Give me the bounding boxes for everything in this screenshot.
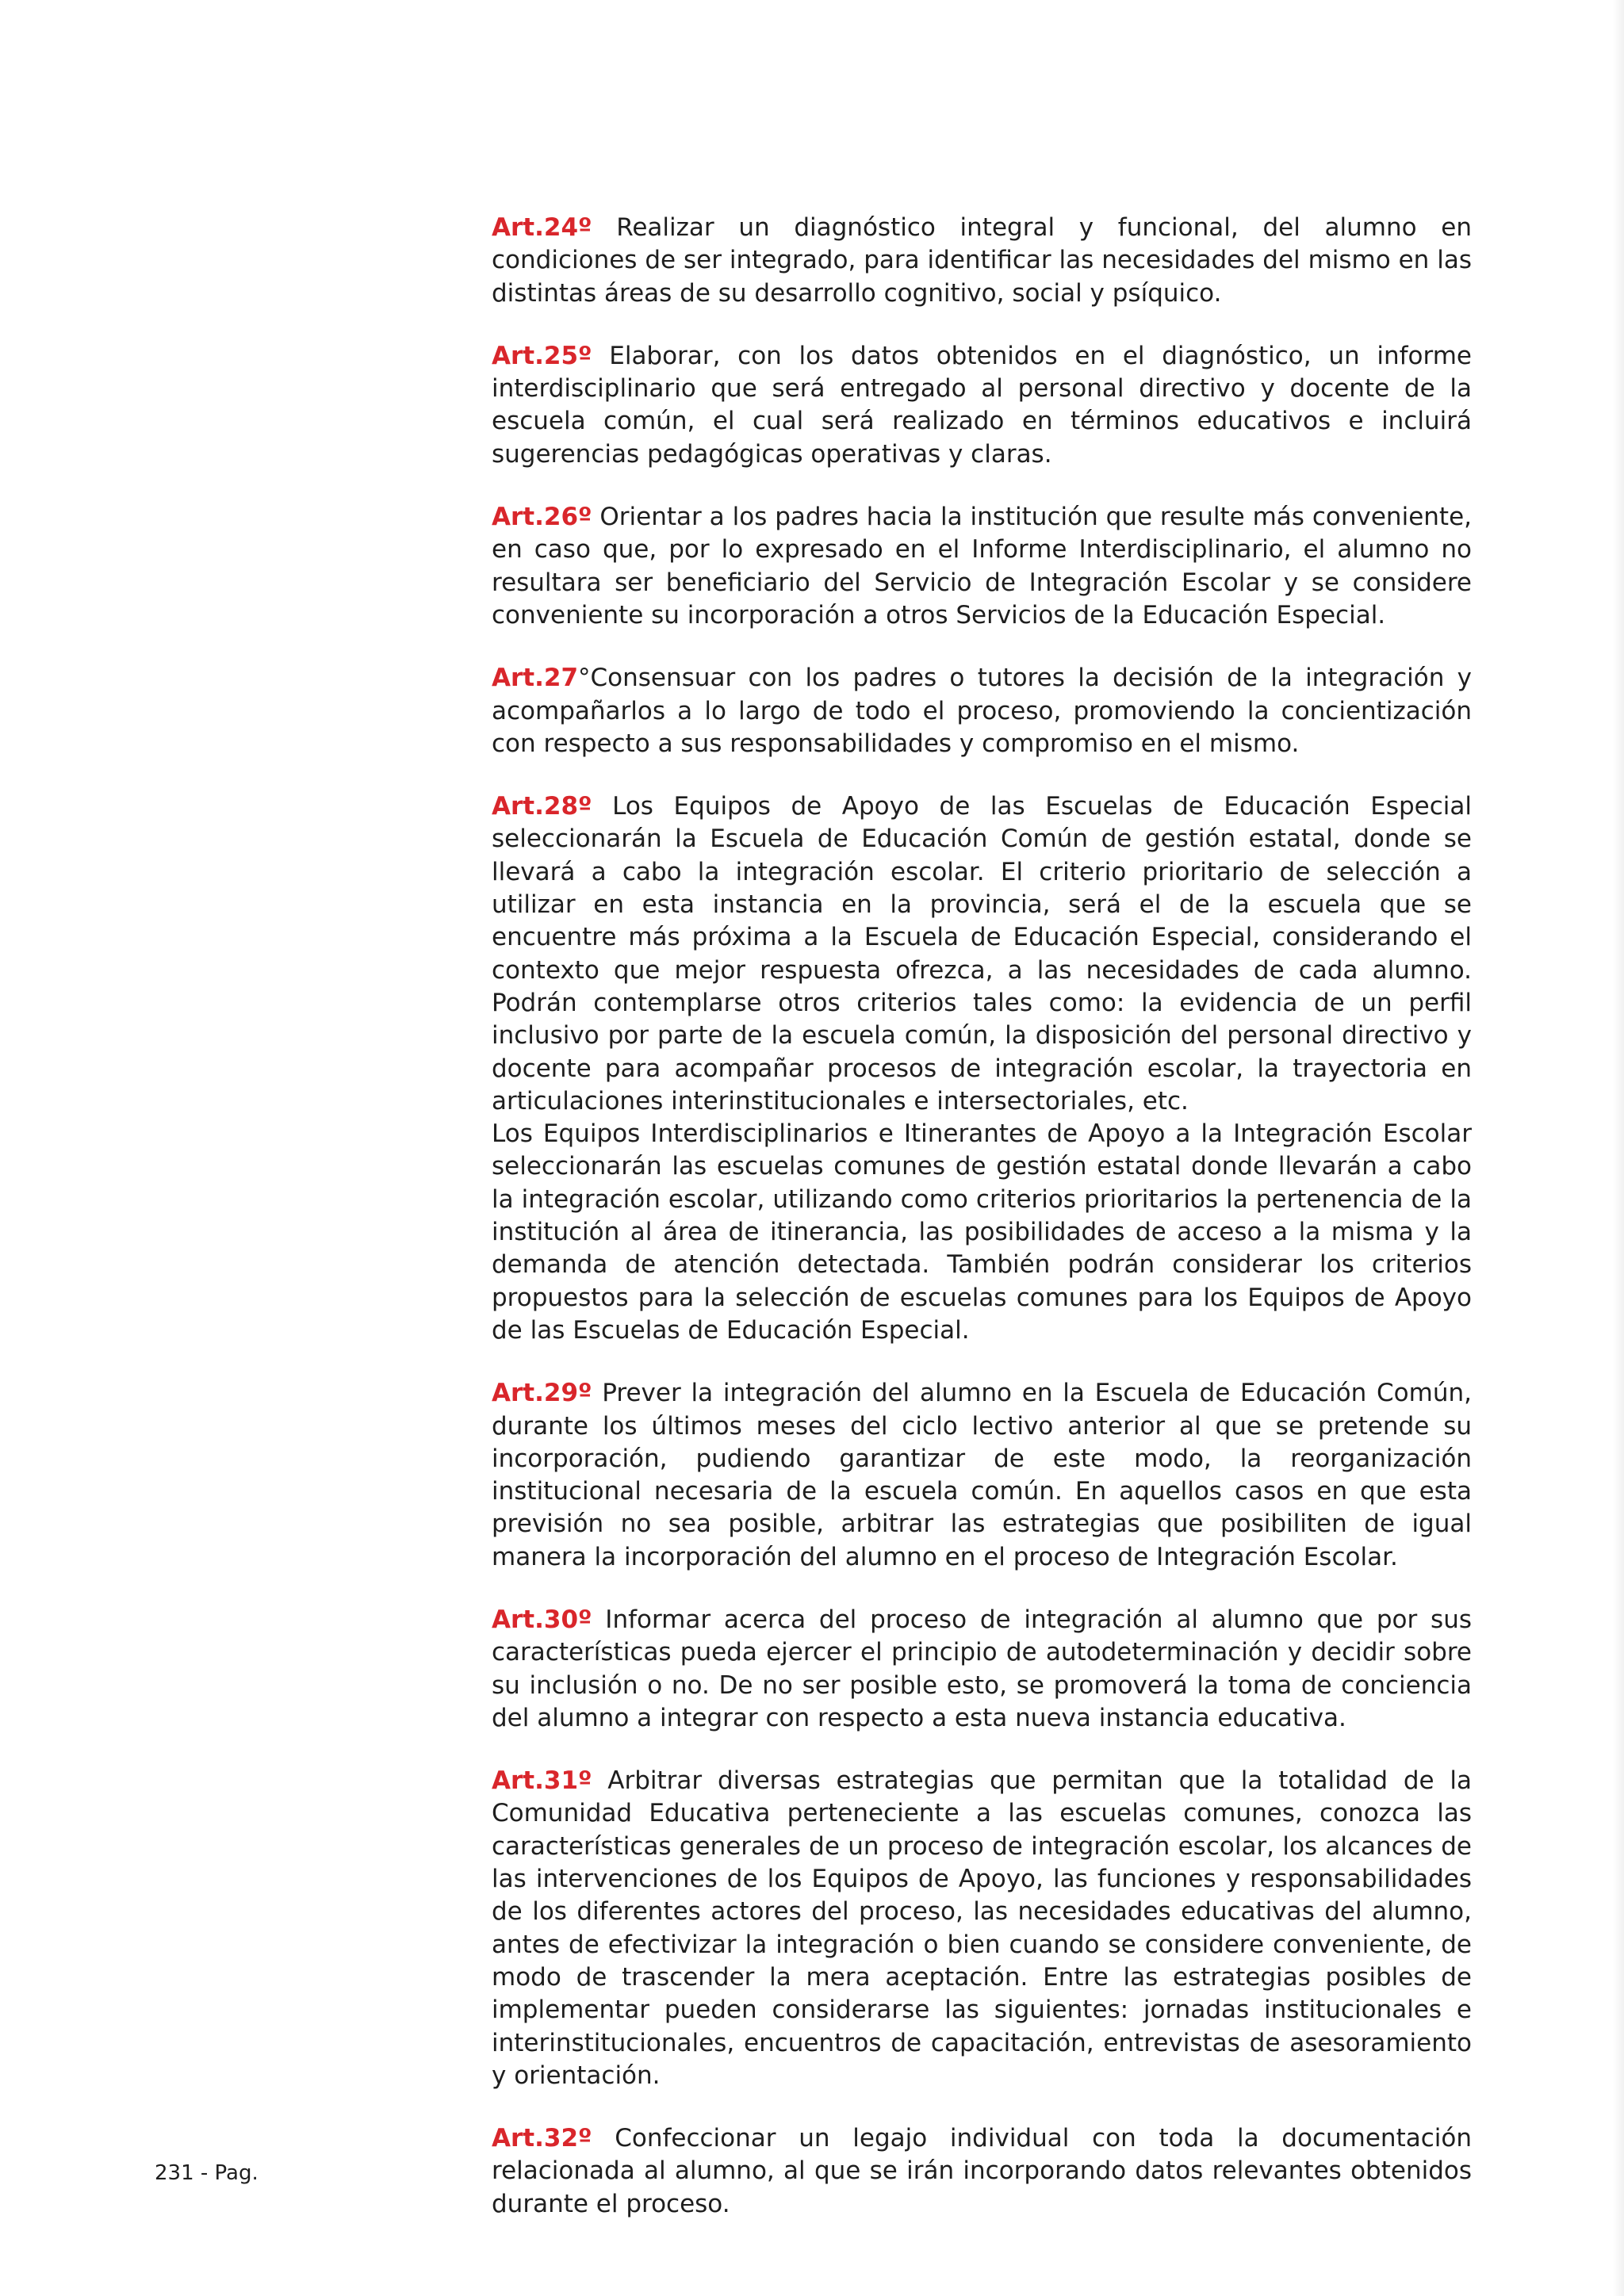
article-paragraph [492, 340, 1472, 471]
article-paragraph [492, 662, 1472, 760]
article-block [492, 501, 1472, 632]
article-number: Art.30º [492, 1605, 592, 1634]
article-number: Art.25º [492, 341, 592, 370]
article-number: Art.29º [492, 1379, 592, 1408]
article-text: °Consensuar con los padres o tutores la decisión de la integración y acompañarlos a lo largo de todo el proceso, promoviendo la concientización con respecto a sus responsabilidades y compromiso en el mismo. [492, 664, 1472, 758]
article-number: Art.32º [492, 2124, 592, 2153]
article-block [492, 1377, 1472, 1574]
page-number: 231 - Pag. [155, 2161, 259, 2185]
article-text: Orientar a los padres hacia la institución que resulte más conveniente, en caso que, por lo expresado en el Informe Interdisciplinario, el alumno no resultara ser beneficiario del Servicio de Integración Escolar y se considere conveniente su incorporación a otros Servicios de la Educación Especial. [492, 503, 1472, 629]
article-paragraph [492, 1604, 1472, 1735]
article-paragraph [492, 501, 1472, 632]
article-number: Art.26º [492, 503, 592, 532]
article-block [492, 790, 1472, 1347]
article-paragraph [492, 2122, 1472, 2221]
article-block [492, 1604, 1472, 1735]
article-number: Art.31º [492, 1766, 592, 1796]
article-text: Los Equipos Interdisciplinarios e Itinerantes de Apoyo a la Integración Escolar seleccionarán las escuelas comunes de gestión estatal donde llevarán a cabo la integración escolar, utilizando como criterios prioritarios la pertenencia de la institución al área de itinerancia, las posibilidades de acceso a la misma y la demanda de atención detectada. También podrán considerar los criterios propuestos para la selección de escuelas comunes para los Equipos de Apoyo de las Escuelas de Educación Especial. [492, 1119, 1472, 1345]
article-text: Informar acerca del proceso de integración al alumno que por sus características pueda ejercer el principio de autodeterminación y decidir sobre su inclusión o no. De no ser posible esto, se promoverá la toma de conciencia del alumno a integrar con respecto a esta nueva instancia educativa. [492, 1605, 1472, 1732]
article-paragraph [492, 1765, 1472, 2092]
page-edge-shadow [1613, 0, 1624, 2296]
article-text: Elaborar, con los datos obtenidos en el diagnóstico, un informe interdisciplinario que será entregado al personal directivo y docente de la escuela común, el cual será realizado en términos educativos e incluirá sugerencias pedagógicas operativas y claras. [492, 341, 1472, 469]
article-text: Los Equipos de Apoyo de las Escuelas de Educación Especial seleccionarán la Escuela de Educación Común de gestión estatal, donde se llevará a cabo la integración escolar. El criterio prioritario de selección a utilizar en esta instancia en la provincia, será el de la escuela que se encuentre más próxima a la Escuela de Educación Especial, considerando el contexto que mejor respuesta ofrezca, a las necesidades de cada alumno. Podrán contemplarse otros criterios tales como: la evidencia de un perfil inclusivo por parte de la escuela común, la disposición del personal directivo y docente para acompañar procesos de integración escolar, la trayectoria en articulaciones interinstitucionales e intersectoriales, etc. [492, 792, 1472, 1115]
article-number: Art.24º [492, 213, 592, 242]
article-text: Arbitrar diversas estrategias que permitan que la totalidad de la Comunidad Educativa perteneciente a las escuelas comunes, conozca las características generales de un proceso de integración escolar, los alcances de las intervenciones de los Equipos de Apoyo, las funciones y responsabilidades de los diferentes actores del proceso, las necesidades educativas del alumno, antes de efectivizar la integración o bien cuando se considere conveniente, de modo de trascender la mera aceptación. Entre las estrategias posibles de implementar pueden considerarse las siguientes: jornadas institucionales e interinstitucionales, encuentros de capacitación, entrevistas de asesoramiento y orientación. [492, 1766, 1472, 2090]
article-text: Prever la integración del alumno en la Escuela de Educación Común, durante los últimos meses del ciclo lectivo anterior al que se pretende su incorporación, pudiendo garantizar de este modo, la reorganización institucional necesaria de la escuela común. En aquellos casos en que esta previsión no sea posible, arbitrar las estrategias que posibiliten de igual manera la incorporación del alumno en el proceso de Integración Escolar. [492, 1379, 1472, 1571]
article-number: Art.27 [492, 664, 579, 693]
article-block [492, 340, 1472, 471]
article-block [492, 2122, 1472, 2221]
article-block [492, 662, 1472, 760]
article-block [492, 1765, 1472, 2092]
article-paragraph [492, 790, 1472, 1118]
article-paragraph [492, 1118, 1472, 1347]
article-number: Art.28º [492, 792, 592, 821]
document-body [492, 212, 1472, 2251]
article-paragraph [492, 212, 1472, 310]
article-paragraph [492, 1377, 1472, 1574]
article-block [492, 212, 1472, 310]
article-text: Realizar un diagnóstico integral y funcional, del alumno en condiciones de ser integrado, para identificar las necesidades del mismo en las distintas áreas de su desarrollo cognitivo, social y psíquico. [492, 213, 1472, 308]
article-text: Confeccionar un legajo individual con toda la documentación relacionada al alumno, al que se irán incorporando datos relevantes obtenidos durante el proceso. [492, 2124, 1472, 2218]
